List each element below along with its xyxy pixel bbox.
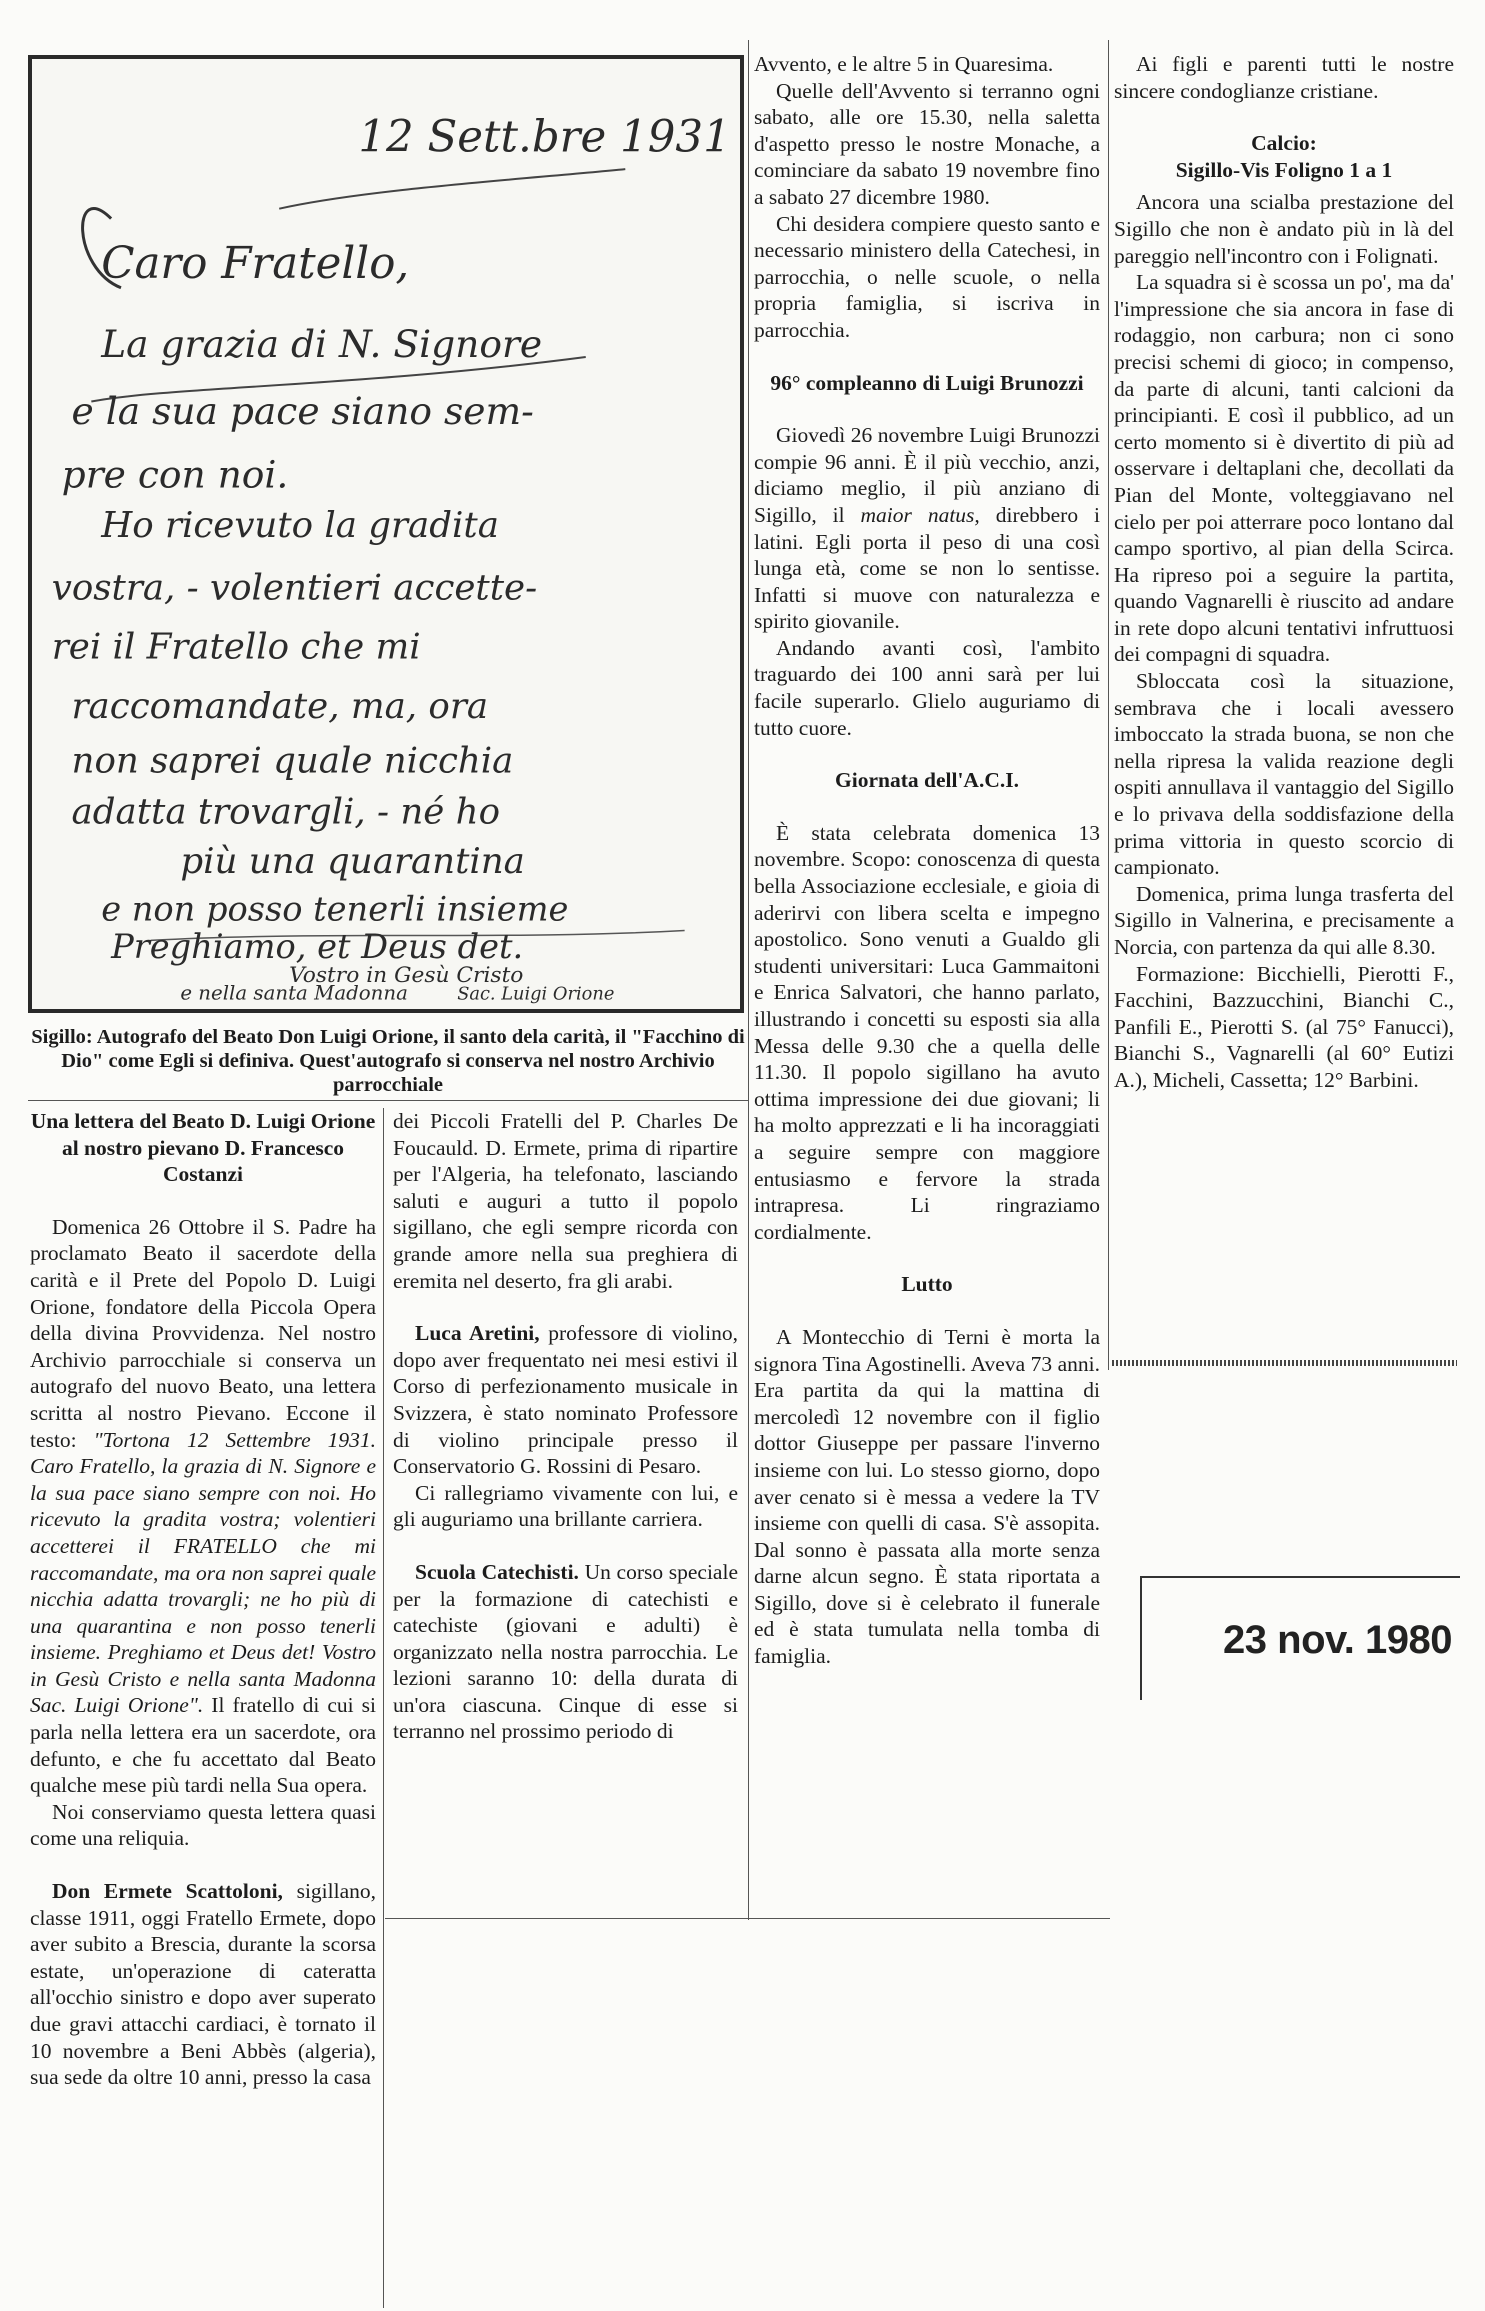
article-paragraph: Ai figli e parenti tutti le nostre sincere condoglianze cristiane. [1114, 52, 1454, 103]
article-paragraph: Domenica, prima lunga trasferta del Sigillo in Valnerina, e precisamente a Norcia, con partenza da qui alle 8.30. [1114, 881, 1454, 959]
match-result: Sigillo-Vis Foligno 1 a 1 [1175, 157, 1393, 182]
article-paragraph [393, 1320, 738, 1480]
photo-caption: Sigillo: Autografo del Beato Don Luigi Orione, il santo dela carità, il "Facchino di Dio" come Egli si definiva. Quest'autografo si conserva nel nostro Archivio parrocchiale [31, 1026, 745, 1096]
autograph-line: Caro Fratello, [101, 238, 410, 289]
paragraph-text: professore di violino, dopo aver frequentato nei mesi estivi il Corso di perfezionamento musicale in Svizzera, è stato nominato Professore di violino principale presso il Conservatorio G. Rossini di Pesaro. [393, 1321, 738, 1479]
article-paragraph: Ancora una scialba prestazione del Sigillo che non è andato più in là del pareggio nell'incontro con i Folignati. [1114, 190, 1454, 268]
paragraph-text: direbbero i latini. Egli porta il peso di una così lunga età, come se non lo sentisse. Infatti si muove con naturalezza e spirito giovanile. [754, 502, 1100, 634]
autograph-line: adatta trovargli, - né ho [71, 791, 501, 833]
autograph-letter-image [28, 55, 744, 1013]
paragraph-text: Domenica 26 Ottobre il S. Padre ha proclamato Beato il sacerdote della carità e il Prete del Popolo D. Luigi Orione, fondatore della Piccola Opera della divina Provvidenza. Nel nostro Archivio parrocchiale si conserva un autografo del nuovo Beato, una lettera scritta al nostro Pievano. Eccone il testo: [30, 1214, 376, 1452]
paragraph-text: Il fratello di cui si parla nella lettera era un sacerdote, ora defunto, e che fu accettato dal Beato qualche mese più tardi nella Sua opera. [30, 1693, 376, 1798]
autograph-line: e la sua pace siano sem- [71, 389, 534, 434]
person-name: Don Ermete Scattoloni, [52, 1879, 283, 1904]
dashed-rule [1112, 1360, 1457, 1366]
column-rule [383, 1108, 384, 2308]
article-paragraph: La squadra si è scossa un po', ma da' l'impressione che sia ancora in fase di rodaggio, non carbura; non ci sono precisi schemi di gioco; in compenso, da parte di alcuni, tanti calcioni da principianti. E così il pubblico, ad un certo momento si è divertito di più ad osservare i deltaplani che, decollati da Pian del Monte, volteggiavano nel cielo per poi atterrare poco lontano dal campo sportivo, al pian della Scirca. Ha ripreso poi a seguire la partita, quando Vagnarelli è riuscito ad andare in rete dopo alcuni tentativi infruttuosi dei compagni di squadra. [1114, 270, 1454, 667]
autograph-line: Preghiamo, et Deus det. [111, 927, 524, 967]
article-paragraph: Formazione: Bicchielli, Pierotti F., Facchini, Bazzucchini, Bianchi C., Panfili E., Pierotti S. (al 75° Fanucci), Bianchi S., Vagnarelli (al 60° Eutizi A.), Micheli, Cassetta; 12° Barbini. [1114, 961, 1454, 1092]
autograph-line: Sac. Luigi Orione [457, 983, 615, 1005]
article-paragraph: Sbloccata così la situazione, sembrava che i locali avessero imboccato la strada buona, se non che nella ripresa la valida reazione degli ospiti annullava il vantaggio del Sigillo e lo privava della soddisfazione della prima vittoria in questo scorcio di campionato. [1114, 669, 1454, 880]
caption-rule [28, 1100, 748, 1101]
autograph-line: Ho ricevuto la gradita [101, 504, 499, 546]
section-rule [385, 1918, 1110, 1919]
handwriting-drawing [32, 59, 740, 1009]
section-heading: 96° compleanno di Luigi Brunozzi [770, 370, 1084, 395]
article-column-2 [393, 1108, 738, 1745]
article-paragraph: Avvento, e le altre 5 in Quaresima. [754, 52, 1054, 76]
autograph-line: vostra, - volentieri accette- [51, 567, 538, 609]
autograph-line: 12 Sett.bre 1931 [358, 112, 731, 163]
article-paragraph: Chi desidera compiere questo santo e necessario ministero della Catechesi, in parrocchia, o nelle scuole, o nella propria famiglia, si iscriva in parrocchia. [754, 211, 1100, 342]
article-paragraph [30, 1878, 376, 2091]
article-column-4 [1114, 51, 1454, 1094]
article-paragraph: dei Piccoli Fratelli del P. Charles De Foucauld. D. Ermete, prima di ripartire per l'Algeria, ha telefonato, lasciando saluti e auguri a tutto il popolo sigillano, che egli sempre ricorda con grande amore nella sua preghiera di eremita nel deserto, fra gli arabi. [393, 1109, 738, 1293]
column-rule [748, 40, 749, 1920]
column-rule [1108, 40, 1109, 1370]
section-heading: Lutto [901, 1272, 953, 1297]
autograph-line: rei il Fratello che mi [51, 626, 421, 668]
paragraph-text: Giovedì 26 novembre Luigi Brunozzi compie 96 anni. È il più vecchio, anzi, diciamo meglio, il più anziano di Sigillo, il [754, 423, 1100, 527]
autograph-line: più una quarantina [180, 841, 525, 883]
article-paragraph: È stata celebrata domenica 13 novembre. Scopo: conoscenza di questa bella Associazione ecclesiale, e gioia di aderirvi con libera scelta e impegno apostolico. Sono venuti a Gualdo gli studenti universitari: Luca Gammaitoni e Enrica Salvatori, che hanno parlato, illustrando i concetti su esposti sia alla Messa delle 9.30 che a quella delle 11.30. Il popolo sigillano ha avuto ottima impressione dei due giovani; li ha molto apprezzati e li ha incoraggiati a seguire sempre con maggiore entusiasmo e fervore la strada intrapresa. Li ringraziamo cordialmente. [754, 820, 1100, 1244]
person-name: Luca Aretini, [415, 1321, 540, 1346]
article-paragraph [754, 422, 1100, 635]
latin-phrase: maior natus, [860, 502, 980, 527]
article-paragraph [30, 1214, 376, 1799]
article-paragraph: A Montecchio di Terni è morta la signora Tina Agostinelli. Aveva 73 anni. Era partita da qui la mattina di mercoledì 12 novembre con il figlio dottor Giuseppe per passare l'inverno insieme con lui. Lo stesso giorno, dopo aver cenato si è messa a vedere la TV insieme con quelli di casa. S'è assopita. Dal sonno è passata alla morte senza darne alcun segno. È stata riportata a Sigillo, dove si è celebrato il funerale ed è stata tumulata nella tomba di famiglia. [754, 1324, 1100, 1669]
date-stamp: 23 nov. 1980 [1223, 1618, 1452, 1662]
article-paragraph: Noi conserviamo questa lettera quasi come una reliquia. [30, 1799, 376, 1851]
article-paragraph: Ci rallegriamo vivamente con lui, e gli auguriamo una brillante carriera. [393, 1480, 738, 1532]
article-paragraph [393, 1559, 738, 1745]
section-heading: Giornata dell'A.C.I. [835, 768, 1019, 793]
autograph-line: e non posso tenerli insieme [101, 889, 569, 929]
article-column-3 [754, 51, 1100, 1670]
article-paragraph: Andando avanti così, l'ambito traguardo dei 100 anni sarà per lui facile superarlo. Glielo auguriamo di tutto cuore. [754, 635, 1100, 740]
article-column-1 [30, 1108, 376, 2091]
autograph-line: Vostro in Gesù Cristo [289, 962, 524, 988]
section-name: Scuola Catechisti. [415, 1559, 579, 1584]
letter-quote: "Tortona 12 Settembre 1931. Caro Fratello, la grazia di N. Signore e la sua pace siano sempre con noi. Ho ricevuto la gradita vostra; volentieri accetterei il FRATELLO che mi raccomandate, ma ora non saprei quale nicchia adatta trovargli; ne ho più di una quarantina e non posso tenerli insieme. Preghiamo et Deus det! Vostro in Gesù Cristo e nella santa Madonna Sac. Luigi Orione". [30, 1427, 376, 1718]
autograph-line: pre con noi. [61, 452, 289, 497]
autograph-line: La grazia di N. Signore [101, 322, 543, 367]
autograph-line: non saprei quale nicchia [71, 740, 514, 782]
autograph-line: e nella santa Madonna [180, 981, 408, 1005]
paragraph-text: sigillano, classe 1911, oggi Fratello Ermete, dopo aver subito a Brescia, durante la scorsa estate, un'operazione di cateratta all'occhio sinistro e dopo aver superato due gravi attacchi cardiaci, è tornato il 10 novembre a Beni Abbès (algeria), sua sede da oltre 10 anni, presso la casa [30, 1879, 377, 2090]
date-stamp-box [1140, 1576, 1460, 1700]
section-heading: Calcio: [1251, 131, 1317, 156]
article-headline: Una lettera del Beato D. Luigi Orione al nostro pievano D. Francesco Costanzi [30, 1109, 376, 1187]
paragraph-text: Un corso speciale per la formazione di catechisti e catechiste (giovani e adulti) è organizzato nella nostra parrocchia. Le lezioni saranno 10: della durata di un'ora ciascuna. Cinque di esse si terranno nel prossimo periodo di [393, 1559, 738, 1744]
article-paragraph: Quelle dell'Avvento si terranno ogni sabato, alle ore 15.30, nella saletta d'aspetto presso le nostre Monache, a cominciare da sabato 19 novembre fino a sabato 27 dicembre 1980. [754, 78, 1100, 209]
autograph-line: raccomandate, ma, ora [71, 685, 489, 727]
